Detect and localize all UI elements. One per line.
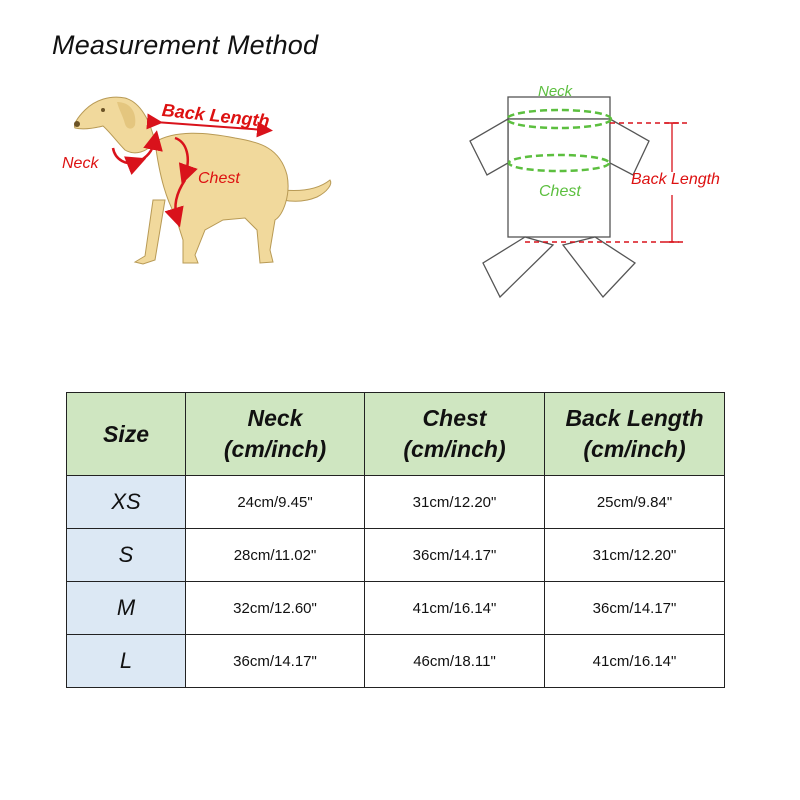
chest-cell: 36cm/14.17" <box>365 529 545 582</box>
garment-neck-label: Neck <box>538 83 573 100</box>
neck-cell: 28cm/11.02" <box>186 529 365 582</box>
dog-chest-label: Chest <box>198 170 240 187</box>
size-cell: S <box>67 529 186 582</box>
header-size: Size <box>67 393 186 476</box>
back-length-cell: 36cm/14.17" <box>545 582 725 635</box>
size-cell: M <box>67 582 186 635</box>
dog-measurement-illustration <box>55 80 345 280</box>
back-length-cell: 41cm/16.14" <box>545 635 725 688</box>
garment-chest-label: Chest <box>539 183 581 200</box>
table-row <box>67 529 725 582</box>
size-cell: L <box>67 635 186 688</box>
neck-cell: 32cm/12.60" <box>186 582 365 635</box>
chest-cell: 46cm/18.11" <box>365 635 545 688</box>
header-neck: Neck (cm/inch) <box>186 393 365 476</box>
size-cell: XS <box>67 476 186 529</box>
dog-neck-label: Neck <box>62 155 99 172</box>
table-row <box>67 635 725 688</box>
table-row <box>67 582 725 635</box>
neck-cell: 24cm/9.45" <box>186 476 365 529</box>
neck-cell: 36cm/14.17" <box>186 635 365 688</box>
back-length-cell: 25cm/9.84" <box>545 476 725 529</box>
header-back-length: Back Length (cm/inch) <box>545 393 725 476</box>
back-length-cell: 31cm/12.20" <box>545 529 725 582</box>
chest-cell: 31cm/12.20" <box>365 476 545 529</box>
page-title: Measurement Method <box>52 30 319 60</box>
dog-back-length-label: Back Length <box>160 100 271 132</box>
table-header-row <box>67 393 725 476</box>
garment-measurement-diagram <box>465 75 755 305</box>
header-chest: Chest (cm/inch) <box>365 393 545 476</box>
table-row <box>67 476 725 529</box>
chest-cell: 41cm/16.14" <box>365 582 545 635</box>
garment-icon <box>465 75 755 305</box>
size-chart-table <box>66 392 725 688</box>
garment-back-length-label: Back Length <box>631 171 720 188</box>
